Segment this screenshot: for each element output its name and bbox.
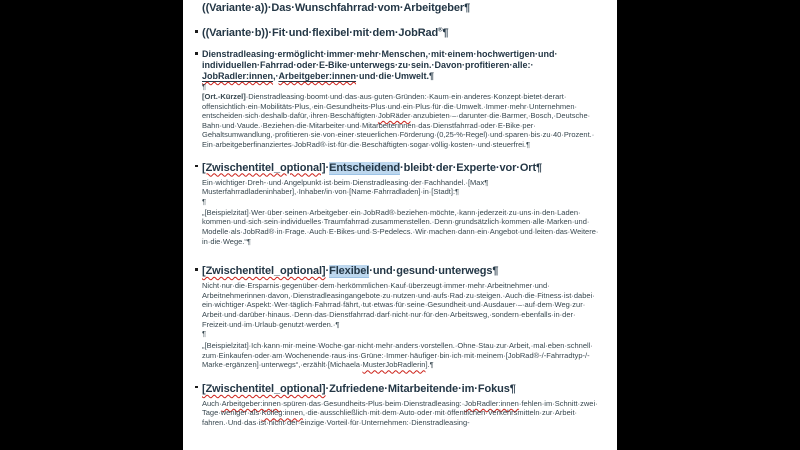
subheading-experte-vor-ort[interactable] (202, 162, 599, 175)
keep-with-next-marker-icon (195, 386, 198, 389)
fachhandel-line-1: Ein·​wichtiger·​Dreh-·​und·​Angelpunkt·​ist·​beim·​Dienstradleasing·​der·​Fachhandel.·​[Max¶ (202, 177, 489, 187)
gesundheits-plus-paragraph[interactable] (202, 399, 599, 428)
keep-with-next-marker-icon (195, 52, 198, 55)
subheading-flexibel-gesund[interactable] (202, 265, 599, 278)
highlighted-word-entscheidend: Entscheidend (329, 161, 401, 174)
intro-separator: ,·​ (273, 71, 279, 81)
heading-variant-a-text: ((Variante·​a))·​Das·​Wunschfahrrad·​vom·​Arbeitgeber¶ (202, 2, 471, 14)
empty-paragraph-mark[interactable]: ¶ (202, 82, 207, 91)
closing-text-2: ·​spüren·​das·​Gesundheits-Plus·​beim·​Dienstradleasing:·​ (280, 398, 465, 408)
quote-text-1: „[Beispielzitat]·​Ich·​kann·​mir·​meine·​Woche·​gar·​nicht·​mehr·​anders·​vorstellen.·​Ohne·​Stau·​zur·​Arbeit,·​mal·​eben·​schnell·​zum·​Einkaufen·​oder·​am·​Wochenende·​raus·​ins·​Grüne:·​Immer·​häufiger·​bin·​ich·​mit·​meinem·​[JobRad®-/-Fahrradtyp-/-Marke·​ergänzen]·​unterwegs“,·​erzählt·​[Michaela·​ (202, 341, 593, 370)
subheading-separator: ·​ (325, 161, 330, 174)
spellcheck-word-arbeitgeber-innen: Arbeitgeber:innen (221, 398, 281, 408)
heading-variant-a[interactable] (202, 2, 599, 15)
ort-kuerzel-paragraph[interactable] (202, 92, 599, 150)
keep-with-next-marker-icon (195, 30, 198, 33)
intro-paragraph[interactable] (202, 49, 599, 82)
spellcheck-word-jobradler-innen: JobRadler:innen (464, 398, 519, 408)
closing-text-4: ,·​die·​ausschließlich·​mit·​dem·​Auto·​oder·​mit·​öffentlichen·​Verkehrsmitteln·​zur·​Arbeit·​fahren.·​Und·​das·​ist·​nicht·​der·​einzige·​Vorteil·​für·​Unternehmen:·​Dienstradleasing- (202, 408, 578, 428)
empty-paragraph-mark[interactable]: ¶ (202, 196, 207, 206)
fitness-paragraph[interactable]: Nicht·​nur·​die·​Ersparnis·​gegenüber·​dem·​herkömmlichen·​Kauf·​überzeugt·​immer·​mehr·​Arbeitnehmer·​und·​Arbeitnehmerinnen·​davon,·​Dienstradleasingangebote·​zu·​nutzen·​und·​aufs·​Rad·​zu·​steigen.·​Auch·​die·​Fitness·​ist·​dabei·​ein·​wichtiger·​Aspekt:·​Wer·​täglich·​Fahrrad·​fährt,·​tut·​etwas·​für·​seine·​Gesundheit·​und·​Ausdauer·​–·​auf·​dem·​Weg·​zur·​Arbeit·​und·​darüber·​hinaus.·​Denn·​das·​Dienstfahrrad·​darf·​nicht·​nur·​für·​den·​Arbeitsweg,·​sondern·​ebenfalls·​in·​der·​Freizeit·​und·​im·​Urlaub·​genutzt·​werden.·​¶ (202, 281, 595, 329)
heading-variant-b[interactable] (202, 27, 599, 40)
zwischentitel-placeholder: [Zwischentitel_optional] (202, 265, 326, 278)
ort-text-2: ·​anzubieten·​–·​darunter·​die·​Barmer,·​Bosch,·​Deutsche·​Bahn·​und·​Vaude.·​Beziehen·​die·​Mitarbeiter·​und·​Mitarbeiterinnen·​das·​Dienstfahrrad·​oder·​E-Bike·​per·​Gehaltsumwandlung,·​profitieren·​sie·​von·​einer·​steuerlichen·​Förderung·​(0,25-%-Regel)·​und·​sparen·​bis·​zu·​40·​Prozent.·​Ein·​arbeitgeberfinanziertes·​JobRad®·​ist·​für·​die·​Beschäftigten·​sogar·​völlig·​kosten-·​und·​steuerfrei.¶ (202, 111, 595, 149)
intro-text-end: ·​und·​die·​Umwelt.¶ (356, 71, 435, 81)
pilcrow-mark: ¶ (442, 27, 449, 39)
link-jobradler-innen[interactable]: JobRadler:innen (202, 71, 274, 81)
quote-jobradlerin-paragraph[interactable] (202, 341, 599, 370)
closing-text-3: ·​fehlen·​im·​Schnitt·​zwei·​Tage·​weniger·​als·​ (202, 398, 598, 418)
subheading-zufriedene-mitarbeitende[interactable] (202, 383, 599, 396)
intro-text: Dienstradleasing·​ermöglicht·​immer·​mehr·​Menschen,·​mit·​einem·​hochwertigen·​und·​individuellen·​Fahrrad·​oder·​E-Bike·​unterwegs·​zu·​sein.·​Davon·​profitieren·​alle:·​ (202, 49, 558, 70)
document-page[interactable] (183, 0, 617, 450)
highlighted-word-flexibel: Flexibel (329, 265, 370, 278)
fachhandel-paragraph[interactable] (202, 178, 599, 197)
zwischentitel-placeholder: [Zwischentitel_optional] (202, 161, 326, 174)
spellcheck-word-kolleg-innen: Kolleg:innen (261, 408, 303, 418)
heading-variant-b-text: ((Variante·​b))·​Fit·​und·​flexibel·​mit·​dem·​JobRad (202, 27, 439, 39)
subheading-text: ·​bleibt·​der·​Experte·​vor·​Ort¶ (400, 161, 543, 174)
quote-text-2: ].¶ (425, 360, 434, 370)
spellcheck-word-jobraeder: JobRäder (377, 111, 411, 121)
ort-kuerzel-placeholder: [Ort.-Kürzel] (202, 92, 246, 101)
subheading-text: ·​Zufriedene·​Mitarbeitende·​im·​Fokus¶ (325, 382, 516, 395)
registered-trademark-symbol: ® (438, 27, 443, 34)
keep-with-next-marker-icon (195, 165, 198, 168)
ort-text-1: ·​Dienstradleasing·​boomt·​und·​das·​aus·​guten·​Gründen:·​Kaum·​ein·​anderes·​Konzept·​bietet·​derart·​offensichtlich·​ein·​Mobilitäts-Plus,·​ein·​Gesundheits-Plus·​und·​ein·​Plus·​für·​die·​Umwelt.·​Immer·​mehr·​Unternehmen·​entscheiden·​sich·​deshalb·​dafür,·​ihren·​Beschäftigten·​ (202, 92, 577, 121)
empty-paragraph-mark[interactable]: ¶ (202, 329, 207, 339)
zwischentitel-placeholder: [Zwischentitel_optional] (202, 382, 326, 395)
closing-text-1: Auch·​ (202, 398, 222, 408)
keep-with-next-marker-icon (195, 268, 198, 271)
subheading-text: ·​und·​gesund·​unterwegs¶ (369, 265, 499, 278)
fachhandel-line-2: Musterfahrradladeninhaber],·​Inhaber/in·​von·​[Name·​Fahrradladen]·​in·​[Stadt]:¶ (202, 187, 460, 197)
subheading-separator: ·​ (325, 265, 330, 278)
quote-fachhandel-paragraph[interactable]: „[Beispielzitat]·​Wer·​über·​seinen·​Arbeitgeber·​ein·​JobRad®·​beziehen·​möchte,·​kann·​jederzeit·​zu·​uns·​in·​den·​Laden·​kommen·​und·​sich·​sein·​individuelles·​Traumfahrrad·​zusammenstellen.·​Denn·​grundsätzlich·​kommen·​alle·​Marken·​und·​Modelle·​als·​JobRad®·​in·​Frage.·​Auch·​E-Bikes·​und·​S-Pedelecs.·​Wir·​machen·​dann·​ein·​Angebot·​und·​leiten·​das·​Weitere·​in·​die·​Wege.“¶ (202, 207, 599, 246)
spellcheck-word-musterjobradlerin: MusterJobRadlerin (362, 360, 426, 370)
link-arbeitgeber-innen[interactable]: Arbeitgeber:innen (278, 71, 357, 81)
